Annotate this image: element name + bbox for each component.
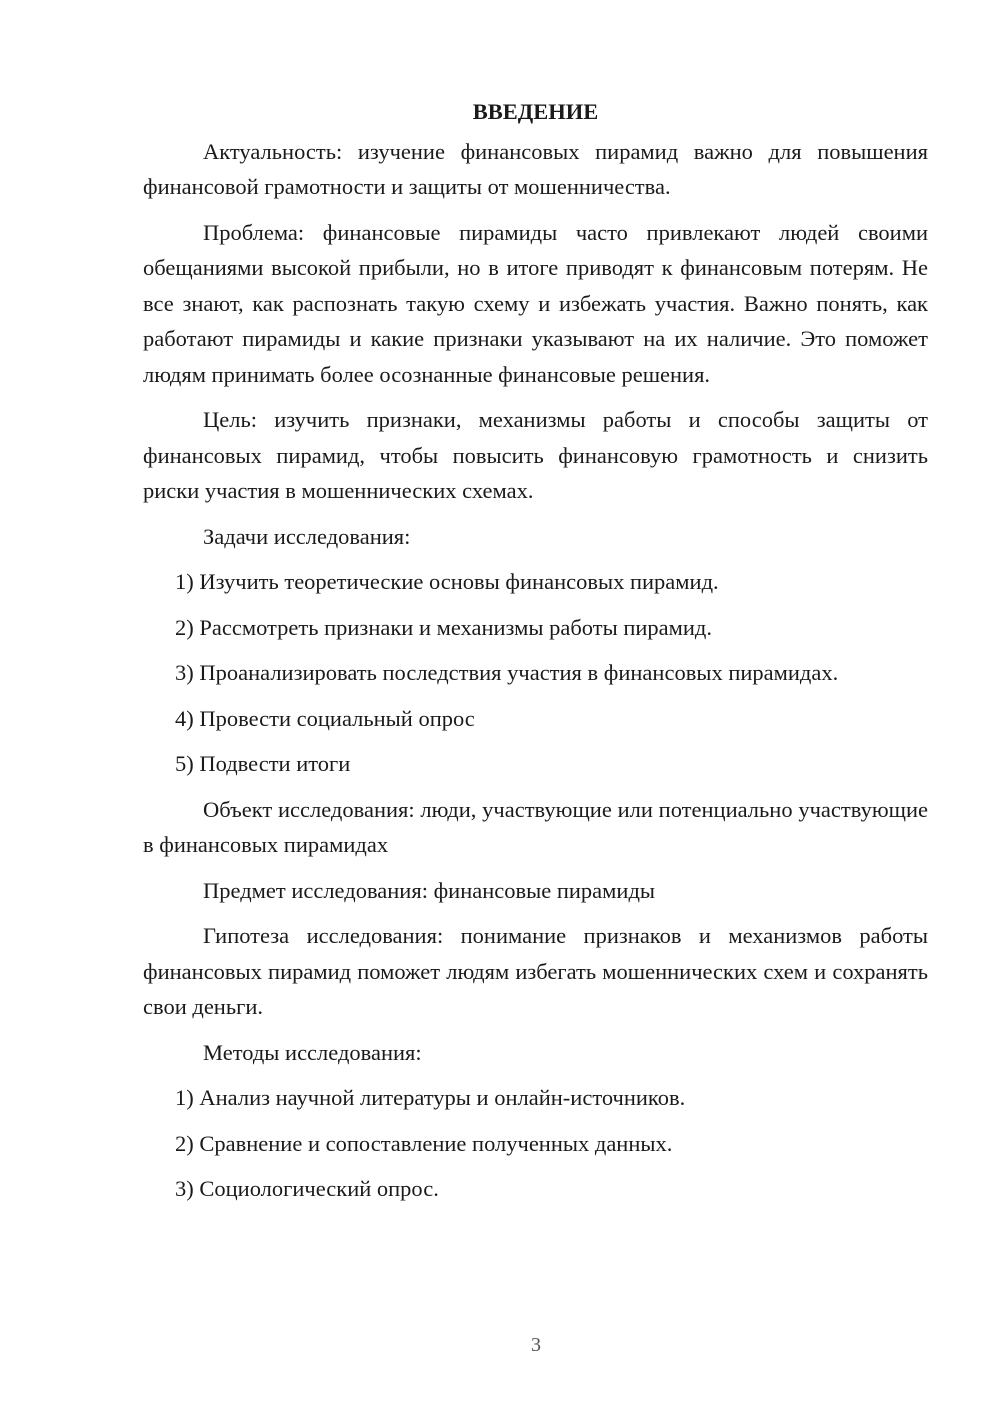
list-item: 3) Социологический опрос.: [175, 1176, 439, 1201]
methods-list: [143, 1080, 928, 1207]
page-number: 3: [531, 1334, 541, 1356]
relevance-paragraph: Актуальность: изучение финансовых пирамид важно для повышения финансовой грамотности и защиты от мошенничества.: [143, 138, 928, 199]
methods-heading: Методы исследования:: [203, 1039, 422, 1065]
page-body: [143, 94, 928, 1217]
hypothesis-paragraph: Гипотеза исследования: понимание признаков и механизмов работы финансовых пирамид поможет людям избегать мошеннических схем и сохранять свои деньги.: [143, 923, 928, 1019]
list-item: 3) Проанализировать последствия участия в финансовых пирамидах.: [175, 660, 839, 685]
problem-paragraph: Проблема: финансовые пирамиды часто привлекают людей своими обещаниями высокой прибыли, но в итоге приводят к финансовым потерям. Не все знают, как распознать такую схему и избежать участия. Важно понять, как работают пирамиды и какие признаки указывают на их наличие. Это поможет людям принимать более осознанные финансовые решения.: [143, 219, 928, 387]
list-item: 5) Подвести итоги: [175, 751, 351, 776]
page-title: ВВЕДЕНИЕ: [472, 99, 599, 124]
list-item: 2) Рассмотреть признаки и механизмы работы пирамид.: [175, 614, 712, 640]
object-paragraph: Объект исследования: люди, участвующие или потенциально участвующие в финансовых пирамидах: [143, 796, 928, 857]
subject-paragraph: Предмет исследования: финансовые пирамиды: [203, 877, 656, 903]
list-item: 1) Изучить теоретические основы финансовых пирамид.: [175, 569, 719, 594]
list-item: 1) Анализ научной литературы и онлайн-источников.: [175, 1085, 686, 1110]
goal-paragraph: Цель: изучить признаки, механизмы работы и способы защиты от финансовых пирамид, чтобы повысить финансовую грамотность и снизить риски участия в мошеннических схемах.: [143, 407, 928, 503]
list-item: 4) Провести социальный опрос: [175, 705, 475, 731]
tasks-list: [143, 564, 928, 782]
list-item: 2) Сравнение и сопоставление полученных данных.: [175, 1130, 673, 1156]
tasks-heading: Задачи исследования:: [203, 523, 411, 549]
